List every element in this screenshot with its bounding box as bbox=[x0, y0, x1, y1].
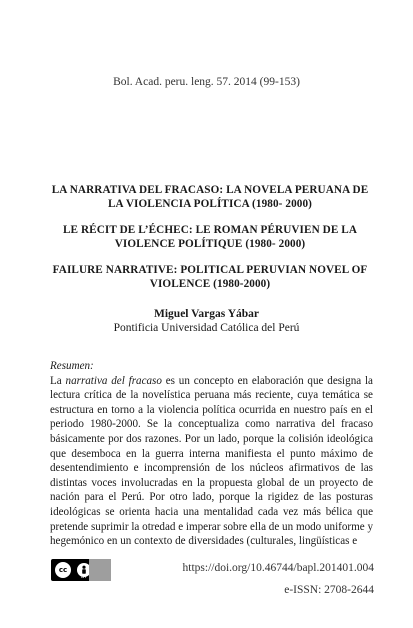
cc-icon: cc bbox=[55, 562, 71, 578]
abstract bbox=[50, 359, 373, 549]
by-label: BY bbox=[81, 574, 88, 580]
abstract-italic-term: narrativa del fracaso bbox=[65, 374, 162, 387]
author-block bbox=[0, 307, 413, 335]
title-french: LE RÉCIT DE L’ÉCHEC: LE ROMAN PÉRUVIEN DE LA VIOLENCE POLÍTIQUE (1980- 2000) bbox=[62, 224, 358, 250]
title-english: FAILURE NARRATIVE: POLITICAL PERUVIAN NOVEL OF VIOLENCE (1980-2000) bbox=[52, 264, 368, 290]
journal-citation: Bol. Acad. peru. leng. 57. 2014 (99-153) bbox=[113, 76, 300, 88]
eissn: e-ISSN: 2708-2644 bbox=[284, 584, 374, 596]
abstract-lead: La bbox=[50, 374, 62, 387]
abstract-label: Resumen: bbox=[50, 360, 94, 372]
doi-link[interactable]: https://doi.org/10.46744/bapl.201401.004 bbox=[182, 562, 374, 574]
author-name: Miguel Vargas Yábar bbox=[154, 308, 259, 320]
abstract-text: es un concepto en elaboración que designa la lectura crítica de la novelística peruana más reciente, cuya temática se estructura en torno a la violencia política ocurrida en nuestro país en el periodo 1980-2000. Se la conceptualiza como narrativa del fracaso básicamente por dos razones. Por un lado, porque la colisión ideológica que desemboca en la guerra interna manifiesta el punto máximo de desentendimiento e incomprensión de los núcleos afirmativos de las distintas voces involucradas en la propuesta global de un proyecto de nación para el Perú. Por otro lado, porque la rigidez de las posturas ideológicas se orienta hacia una mentalidad cada vez más bélica que pretende suprimir la otredad e imperar sobre ella de un modo uniforme y hegemónico en un contexto de diversidades (culturales, lingüísticas e bbox=[50, 374, 373, 548]
title-spanish: LA NARRATIVA DEL FRACASO: LA NOVELA PERUANA DE LA VIOLENCIA POLÍTICA (1980- 2000) bbox=[51, 184, 369, 210]
cc-by-license-badge[interactable] bbox=[51, 559, 111, 581]
title-block bbox=[48, 183, 372, 303]
badge-panel bbox=[89, 559, 111, 581]
author-affiliation: Pontificia Universidad Católica del Perú bbox=[113, 322, 300, 334]
abstract-body bbox=[50, 374, 373, 549]
